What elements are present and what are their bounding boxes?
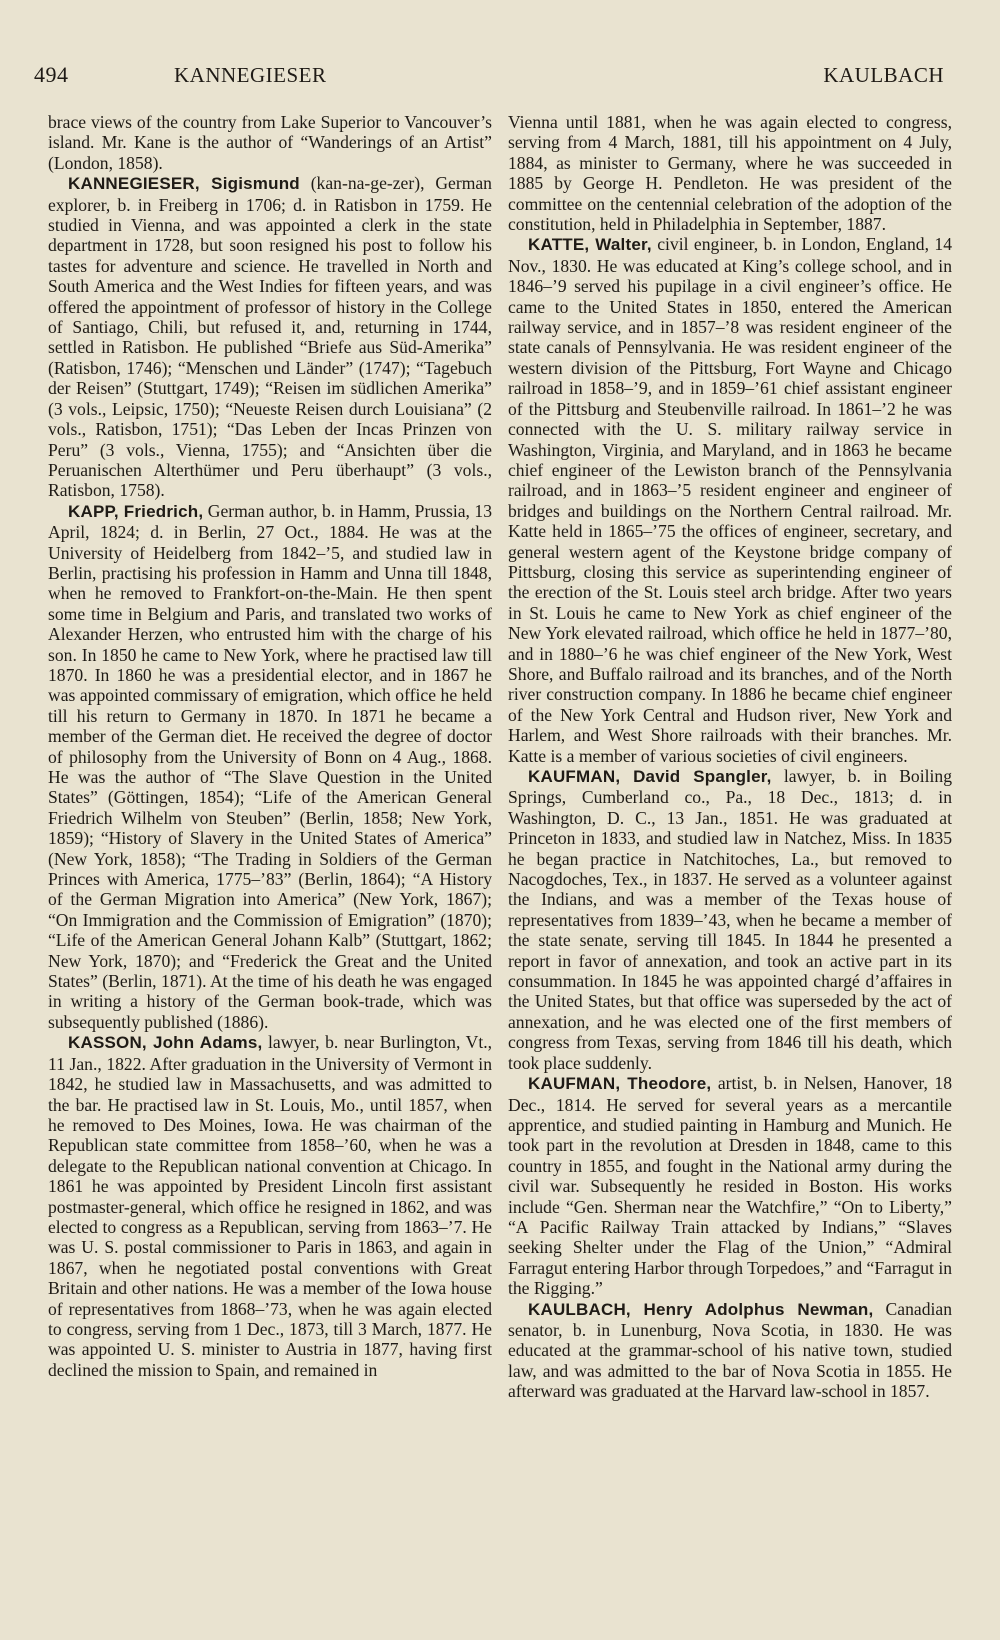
entry-kannegieser xyxy=(48,173,492,501)
entry-text: Canadian senator, b. in Lunenburg, Nova Scotia, in 1830. He was educated at the grammar-school of his native town, studied law, and was admitted to the bar of Nova Scotia in 1855. He afterward was graduated at the Harvard law-school in 1857. xyxy=(508,1298,952,1402)
entry-text: artist, b. in Nelsen, Hanover, 18 Dec., 1814. He served for several years as a mercantile apprentice, and studied painting in Hamburg and Munich. He took part in the revolution at Dresden in 1848, came to this country in 1855, and fought in the National army during the civil war. Subsequently he resided in Boston. His works include “Gen. Sherman near the Watchfire,” “On to Liberty,” “A Pacific Railway Train attacked by Indians,” “Slaves seeking Shelter under the Flag of the Union,” “Admiral Farragut entering Harbor through Torpedoes,” and “Farragut in the Rigging.” xyxy=(508,1073,953,1299)
left-running-head: KANNEGIESER xyxy=(174,63,327,87)
entry-katte xyxy=(508,234,952,766)
entry-kaufman-david xyxy=(508,766,952,1073)
entry-kaulbach xyxy=(508,1299,952,1402)
entry-text: lawyer, b. in Boiling Springs, Cumberland co., Pa., 18 Dec., 1813; d. in Washington, D. C., 13 Jan., 1851. He was graduated at Princeton in 1833, and studied law in Natchez, Miss. In 1835 he began practice in Natchitoches, La., but removed to Nacogdoches, Tex., in 1837. He served as a volunteer against the Indians, and was a member of the Texas house of representatives from 1839–’43, when he became a member of the state senate, serving till 1845. In 1844 he presented a report in favor of annexation, and took an active part in its consummation. In 1845 he was appointed chargé d’affaires in the United States, but that office was superseded by the act of annexation, and he was elected one of the first members of congress from Texas, serving from 1846 till his death, which took place suddenly. xyxy=(508,766,952,1073)
right-running-head: KAULBACH xyxy=(823,63,944,87)
entry-headword: KAUFMAN, David Spangler, xyxy=(528,767,772,786)
continuation-text: brace views of the country from Lake Superior to Vancouver’s island. Mr. Kane is the author of “Wanderings of an Artist” (London, 1858). xyxy=(48,112,492,173)
page-number: 494 xyxy=(34,62,69,87)
entry-text: (kan-na-ge-zer), German explorer, b. in Freiberg in 1706; d. in Ratisbon in 1759. He studied in Vienna, and was appointed a clerk in the state department in 1728, but soon resigned his post to follow his tastes for adventure and science. He travelled in North and South America and the West Indies for fifteen years, and was offered the appointment of professor of history in the College of Santiago, Chili, but refused it, and, returning in 1744, settled in Ratisbon. He published “Briefe aus Süd-Amerika” (Ratisbon, 1746); “Menschen und Länder” (1747); “Tagebuch der Reisen” (Stuttgart, 1749); “Reisen im südlichen Amerika” (3 vols., Leipsic, 1750); “Neueste Reisen durch Louisiana” (2 vols., Ratisbon, 1751); “Das Leben der Incas Prinzen von Peru” (3 vols., Vienna, 1755); and “Ansichten über die Peruanischen Alterthümer und Peru überhaupt” (3 vols., Ratisbon, 1758). xyxy=(48,173,492,501)
entry-headword: KAUFMAN, Theodore, xyxy=(528,1074,712,1094)
entry-kasson xyxy=(48,1032,492,1380)
entry-text: German author, b. in Hamm, Prussia, 13 April, 1824; d. in Berlin, 27 Oct., 1884. He was at the University of Heidelberg from 1842–’5, and studied law in Berlin, practising his profession in Hamm and Unna till 1848, when he removed to Frankfort-on-the-Main. He then spent some time in Belgium and Paris, and translated two works of Alexander Herzen, who entrusted him with the charge of his son. In 1850 he came to New York, where he practised law till 1870. In 1860 he was a presidential elector, and in 1867 he was appointed commissary of emigration, which office he held till his return to Germany in 1870. In 1871 he became a member of the German diet. He received the degree of doctor of philosophy from the University of Bonn on 4 Aug., 1868. He was the author of “The Slave Question in the United States” (Göttingen, 1854); “Life of the American General Friedrich Wilhelm von Steuben” (Berlin, 1858; New York, 1859); “History of Slavery in the United States of America” (New York, 1858); “The Trading in Soldiers of the German Princes with America, 1775–’83” (Berlin, 1864); “A History of the German Migration into America” (New York, 1867); “On Immigration and the Commission of Emigration” (1870); “Life of the American General Johann Kalb” (Stuttgart, 1862; New York, 1870); and “Frederick the Great and the United States” (Berlin, 1871). At the time of his death he was engaged in writing a history of the German book-trade, which was subsequently published (1886). xyxy=(48,500,492,1032)
entry-headword: KAPP, Friedrich, xyxy=(68,501,204,521)
left-column xyxy=(48,112,492,1380)
right-column xyxy=(508,112,952,1402)
entry-text: civil engineer, b. in London, England, 14 Nov., 1830. He was educated at King’s college school, and in 1846–’9 served his pupilage in a civil engineer’s office. He came to the United States in 1850, entered the American railway service, and in 1857–’8 was resident engineer of the state canals of Pennsylvania. He was resident engineer of the western division of the Pittsburg, Fort Wayne and Chicago railroad in 1858–’9, and in 1859–’61 chief assistant engineer of the Pittsburg and Steubenville railroad. In 1861–’2 he was connected with the U. S. military railway service in Washington, Virginia, and Maryland, and in 1863 he became chief engineer of the Lewiston branch of the Pennsylvania railroad, and in 1863–’5 resident engineer and engineer of bridges and buildings on the Northern Central railroad. Mr. Katte held in 1865–’75 the offices of engineer, secretary, and general western agent of the Keystone bridge company of Pittsburg, closing this service as superintending engineer of the erection of the St. Louis steel arch bridge. After two years in St. Louis he came to New York as chief engineer of the New York elevated railroad, which office he held in 1877–’80, and in 1880–’6 he was chief engineer of the New York, West Shore, and Buffalo railroad and its branches, and of the North river construction company. In 1886 he became chief engineer of the New York Central and Hudson river, New York and Harlem, and West Shore railroads with their branches. Mr. Katte is a member of various societies of civil engineers. xyxy=(508,234,952,766)
running-head xyxy=(34,62,944,90)
entry-headword: KANNEGIESER, Sigismund xyxy=(68,174,300,194)
entry-headword: KATTE, Walter, xyxy=(528,235,652,255)
continuation-text: Vienna until 1881, when he was again elected to congress, serving from 4 March, 1881, till his appointment on 4 July, 1884, as minister to Germany, where he was succeeded in 1885 by George H. Pendleton. He was president of the committee on the centennial celebration of the adoption of the constitution, held in Philadelphia in September, 1887. xyxy=(508,112,952,235)
entry-kaufman-theodore xyxy=(508,1073,952,1298)
entry-headword: KAULBACH, Henry Adolphus Newman, xyxy=(528,1299,874,1319)
entry-kapp xyxy=(48,501,492,1033)
entry-headword: KASSON, John Adams, xyxy=(68,1033,263,1053)
entry-text: lawyer, b. near Burlington, Vt., 11 Jan., 1822. After graduation in the University of Vermont in 1842, he studied law in Massachusetts, and was admitted to the bar. He practised law in St. Louis, Mo., until 1857, when he removed to Des Moines, Iowa. He was chairman of the Republican state committee from 1858–’60, when he was a delegate to the Republican national convention at Chicago. In 1861 he was appointed by President Lincoln first assistant postmaster-general, which office he resigned in 1862, and was elected to congress as a Republican, serving from 1863–’7. He was U. S. postal commissioner to Paris in 1863, and again in 1867, when he negotiated postal conventions with Great Britain and other nations. He was a member of the Iowa house of representatives from 1868–’73, when he was again elected to congress, serving from 1 Dec., 1873, till 3 March, 1877. He was appointed U. S. minister to Austria in 1877, having first declined the mission to Spain, and remained in xyxy=(48,1032,492,1380)
